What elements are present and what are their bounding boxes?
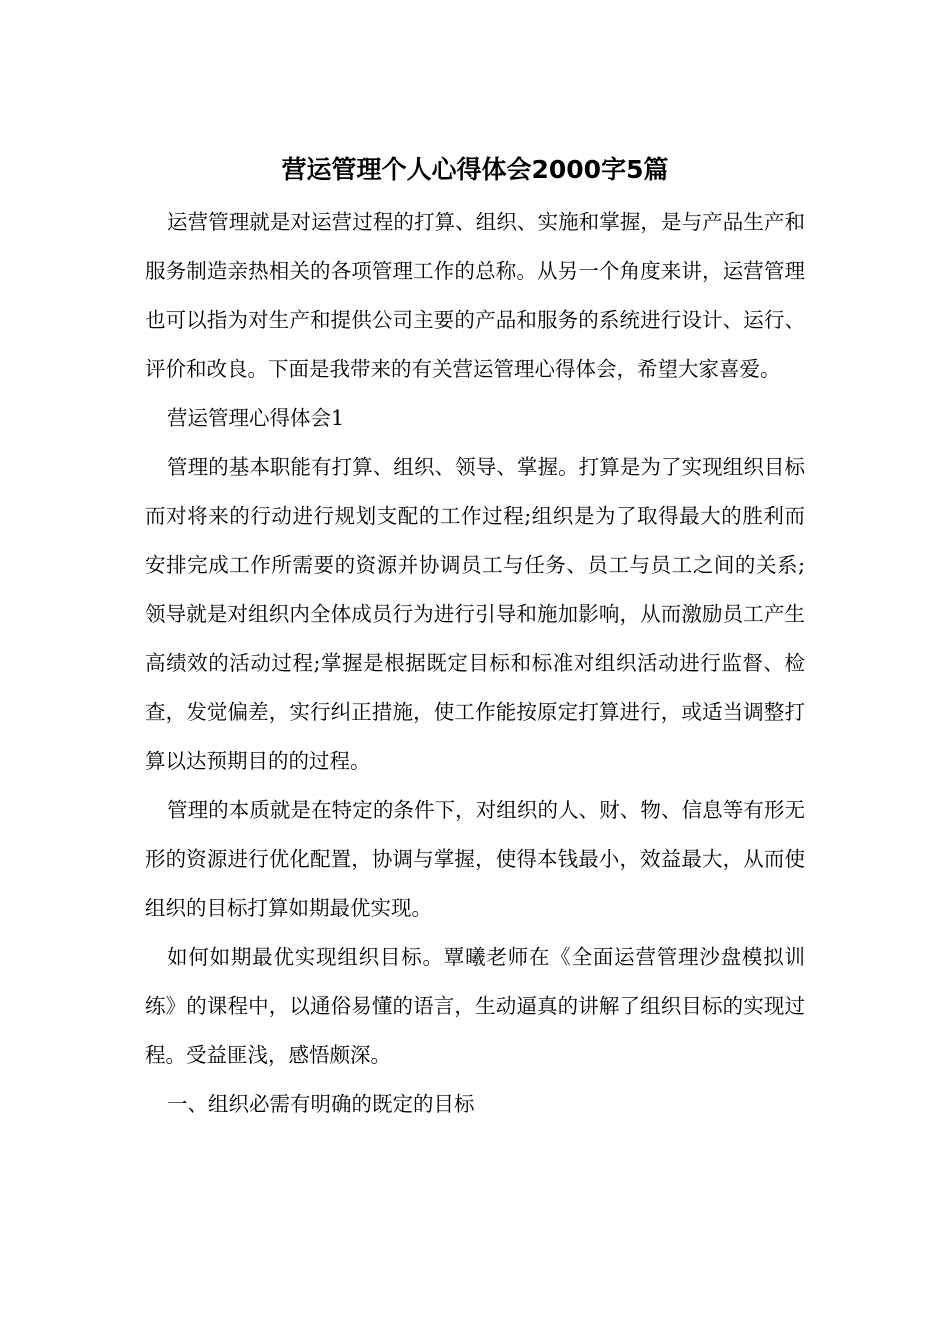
document-body <box>145 198 805 1129</box>
body-paragraph: 如何如期最优实现组织目标。覃曦老师在《全面运营管理沙盘模拟训练》的课程中，以通俗易懂的语言，生动逼真的讲解了组织目标的实现过程。受益匪浅，感悟颇深。 <box>145 945 805 1067</box>
section-heading: 营运管理心得体会1 <box>167 406 345 430</box>
intro-paragraph: 运营管理就是对运营过程的打算、组织、实施和掌握，是与产品生产和服务制造亲热相关的各项管理工作的总称。从另一个角度来讲，运营管理也可以指为对生产和提供公司主要的产品和服务的系统进行设计、运行、评价和改良。下面是我带来的有关营运管理心得体会，希望大家喜爱。 <box>145 210 805 381</box>
subsection-heading: 一、组织必需有明确的既定的目标 <box>167 1092 475 1116</box>
document-title: 营运管理个人心得体会2000字5篇 <box>281 155 669 184</box>
body-paragraph: 管理的基本职能有打算、组织、领导、掌握。打算是为了实现组织目标而对将来的行动进行规划支配的工作过程;组织是为了取得最大的胜利而安排完成工作所需要的资源并协调员工与任务、员工与员工之间的关系;领导就是对组织内全体成员行为进行引导和施加影响，从而激励员工产生高绩效的活动过程;掌握是根据既定目标和标准对组织活动进行监督、检查，发觉偏差，实行纠正措施，使工作能按原定打算进行，或适当调整打算以达预期目的的过程。 <box>145 455 805 773</box>
body-paragraph: 管理的本质就是在特定的条件下，对组织的人、财、物、信息等有形无形的资源进行优化配置，协调与掌握，使得本钱最小，效益最大，从而使组织的目标打算如期最优实现。 <box>145 798 805 920</box>
